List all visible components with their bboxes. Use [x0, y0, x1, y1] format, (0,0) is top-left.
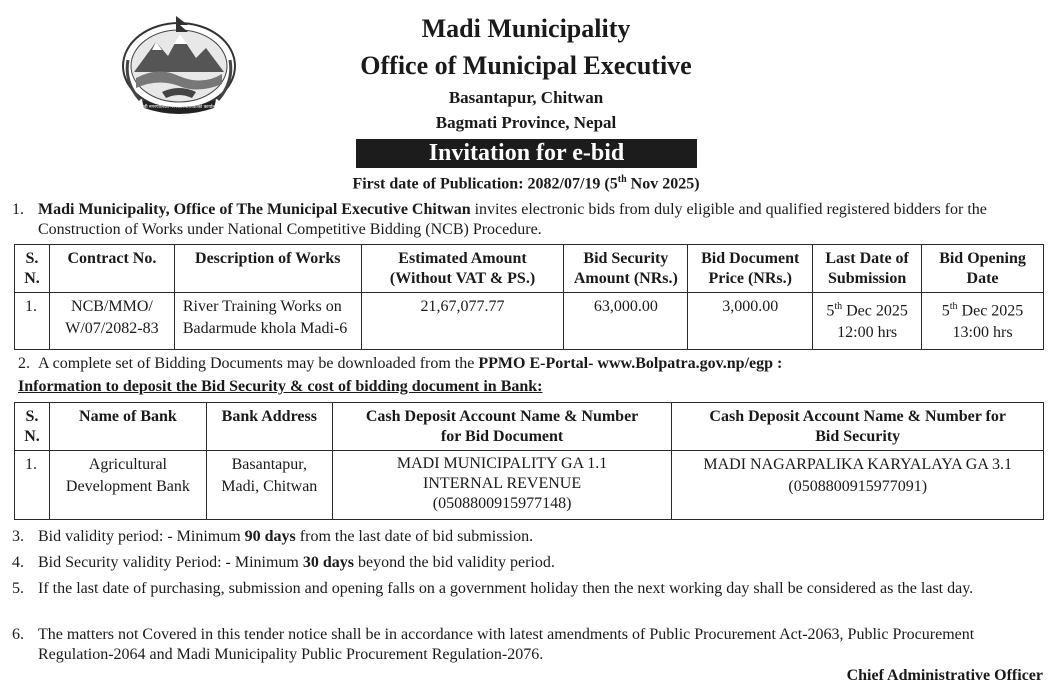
clause-2 [18, 354, 1048, 374]
table-header-row [15, 245, 1044, 293]
emblem-ribbon-text: माडी नगरपालिका नगरकार्यपालिकाको कार्यालय [139, 105, 219, 110]
portal-link[interactable]: PPMO E-Portal- www.Bolpatra.gov.np/egp : [478, 355, 783, 372]
clause-3 [12, 527, 1046, 547]
col-header-bank-name: Name of Bank [49, 403, 206, 451]
clause-number: 4. [12, 554, 24, 571]
cell-description: River Training Works on Badarmude khola Madi-6 [174, 293, 361, 350]
cell-estimated-amount: 21,67,077.77 [361, 293, 564, 350]
clause-number: 3. [12, 528, 24, 545]
clause-text: Madi Municipality, Office of The Municipal Executive Chitwan invites electronic bids from duly eligible and qualified registered bidders for the Construction of Works under National Competitive Bidding (NCB) Procedure. [38, 201, 987, 238]
col-header-security-account: Cash Deposit Account Name & Number for Bid Security [672, 403, 1044, 451]
clause-text: Bid validity period: - Minimum 90 days from the last date of bid submission. [38, 528, 534, 545]
cell-opening-date: 5th Dec 2025 13:00 hrs [922, 293, 1044, 350]
bank-table [14, 402, 1044, 520]
clause-text: Bid Security validity Period: - Minimum 30 days beyond the bid validity period. [38, 554, 555, 571]
col-header-contract-no: Contract No. [49, 245, 174, 293]
cell-document-price: 3,000.00 [688, 293, 813, 350]
cell-security-account: MADI NAGARPALIKA KARYALAYA GA 3.1 (0508800915977091) [672, 451, 1044, 520]
cell-bid-security: 63,000.00 [564, 293, 688, 350]
cell-last-date: 5th Dec 2025 12:00 hrs [813, 293, 922, 350]
col-header-bank-address: Bank Address [206, 403, 332, 451]
clause-6 [12, 625, 1046, 665]
signatory-title: Chief Administrative Officer [846, 667, 1043, 684]
municipality-emblem-icon [118, 12, 240, 114]
municipality-name: Madi Municipality [421, 14, 631, 43]
col-header-sn: S. N. [15, 403, 50, 451]
col-header-estimated-amount: Estimated Amount (Without VAT & PS.) [361, 245, 564, 293]
table-row [15, 451, 1044, 520]
cell-doc-account: MADI MUNICIPALITY GA 1.1 INTERNAL REVENUE (0508800915977148) [332, 451, 672, 520]
clause-text: The matters not Covered in this tender notice shall be in accordance with latest amendments of Public Procurement Act-2063, Public Procurement Regulation-2064 and Madi Municipality Public Procurement Regulation-2076. [38, 626, 975, 663]
table-row [15, 293, 1044, 350]
cell-contract-no: NCB/MMO/ W/07/2082-83 [49, 293, 174, 350]
clause-1 [12, 200, 1046, 240]
notice-title-banner: Invitation for e-bid [356, 139, 697, 168]
office-name: Office of Municipal Executive [360, 51, 692, 80]
publication-date: First date of Publication: 2082/07/19 (5th Nov 2025) [352, 174, 700, 193]
cell-sn: 1. [15, 293, 50, 350]
col-header-document-price: Bid Document Price (NRs.) [688, 245, 813, 293]
bank-info-heading: Information to deposit the Bid Security & cost of bidding document in Bank: [18, 378, 543, 395]
col-header-opening-date: Bid Opening Date [922, 245, 1044, 293]
clause-4 [12, 553, 1046, 573]
clause-text: A complete set of Bidding Documents may be downloaded from the PPMO E-Portal- www.Bolpatra.gov.np/egp : [38, 355, 783, 372]
cell-sn: 1. [15, 451, 50, 520]
clause-number: 5. [12, 580, 24, 597]
clause-number: 1. [12, 201, 24, 218]
col-header-description: Description of Works [174, 245, 361, 293]
clause-number: 6. [12, 626, 24, 643]
col-header-last-date: Last Date of Submission [813, 245, 922, 293]
address-line-2: Bagmati Province, Nepal [435, 113, 617, 132]
col-header-sn: S. N. [15, 245, 50, 293]
cell-bank-address: Basantapur, Madi, Chitwan [206, 451, 332, 520]
table-header-row [15, 403, 1044, 451]
col-header-bid-security: Bid Security Amount (NRs.) [564, 245, 688, 293]
clause-5 [12, 579, 1046, 619]
col-header-doc-account: Cash Deposit Account Name & Number for Bid Document [332, 403, 672, 451]
clause-number: 2. [18, 355, 30, 372]
cell-bank-name: Agricultural Development Bank [49, 451, 206, 520]
contract-table [14, 244, 1044, 350]
address-line-1: Basantapur, Chitwan [448, 88, 604, 107]
clause-text: If the last date of purchasing, submission and opening falls on a government holiday then the next working day shall be considered as the last day. [38, 580, 974, 597]
